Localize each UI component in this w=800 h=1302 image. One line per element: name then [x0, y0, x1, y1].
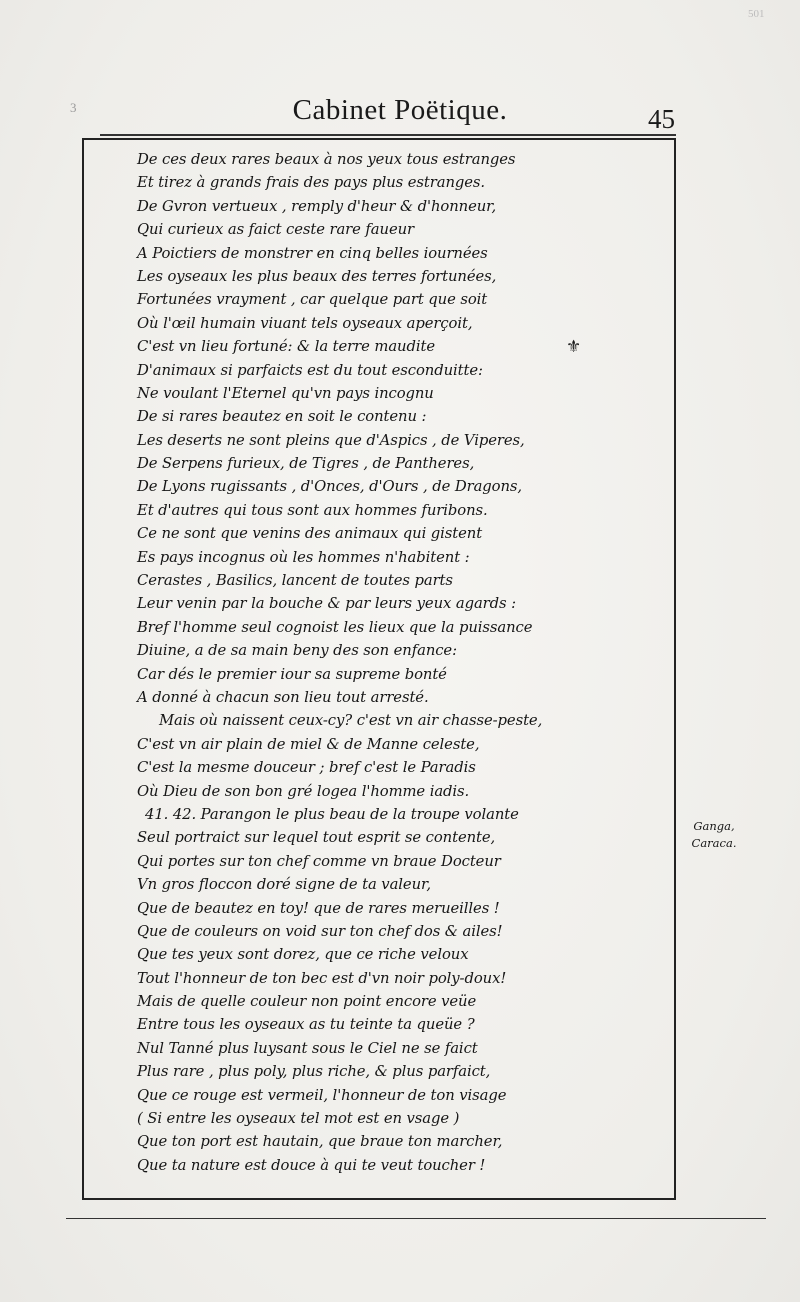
- verse-line: Que de beautez en toy! que de rares merueilles !: [137, 899, 500, 917]
- verse-line: De si rares beautez en soit le contenu :: [137, 408, 427, 426]
- verse-line: Que ta nature est douce à qui te veut toucher !: [137, 1156, 486, 1174]
- verse-line: Entre tous les oyseaux as tu teinte ta queüe ?: [137, 1016, 475, 1034]
- verse-line: Que tes yeux sont dorez, que ce riche veloux: [137, 946, 469, 964]
- verse-line: Les deserts ne sont pleins que d'Aspics , de Viperes,: [137, 431, 525, 449]
- verse-line: De ces deux rares beaux à nos yeux tous estranges: [137, 151, 516, 168]
- verse-line: A Poictiers de monstrer en cinq belles iournées: [137, 244, 488, 262]
- verse-line: De Gvron vertueux , remply d'heur & d'honneur,: [137, 197, 497, 215]
- verse-line: C'est vn lieu fortuné: & la terre maudite: [137, 338, 435, 356]
- verse-line: Nul Tanné plus luysant sous le Ciel ne se faict: [137, 1039, 478, 1057]
- margin-note-line: Ganga,: [693, 819, 735, 833]
- verse-line: Ne voulant l'Eternel qu'vn pays incognu: [137, 384, 434, 402]
- corner-folio-mark: 501: [748, 8, 765, 20]
- verse-line: Que de couleurs on void sur ton chef dos & ailes!: [137, 922, 503, 940]
- verse-line: Fortunées vrayment , car quelque part que soit: [137, 291, 488, 309]
- verse-line: Es pays incognus où les hommes n'habitent :: [137, 548, 470, 566]
- verse-line: 41. 42. Parangon le plus beau de la troupe volante: [145, 805, 519, 823]
- verse-line: Vn gros floccon doré signe de ta valeur,: [137, 876, 431, 894]
- footer-rule: [66, 1218, 766, 1219]
- verse-line: Où l'œil humain viuant tels oyseaux aperçoit,: [137, 314, 473, 332]
- verse-line: Bref l'homme seul cognoist les lieux que la puissance: [137, 618, 533, 636]
- verse-line: C'est la mesme douceur ; bref c'est le Paradis: [137, 759, 476, 777]
- verse-line: Diuine, a de sa main beny des son enfance:: [137, 642, 457, 660]
- verse-line: D'animaux si parfaicts est du tout esconduitte:: [137, 361, 483, 379]
- verse-line: A donné à chacun son lieu tout arresté.: [137, 688, 429, 706]
- verse-line: ( Si entre les oyseaux tel mot est en vsage ): [137, 1110, 460, 1128]
- verse-line: De Lyons rugissants , d'Onces, d'Ours , de Dragons,: [137, 478, 523, 496]
- verse-line: Leur venin par la bouche & par leurs yeux agards :: [137, 595, 516, 613]
- verse-line: De Serpens furieux, de Tigres , de Pantheres,: [137, 455, 475, 473]
- verse-line: Que ce rouge est vermeil, l'honneur de ton visage: [137, 1086, 507, 1104]
- verse-line: Car dés le premier iour sa supreme bonté: [137, 665, 447, 683]
- verse-line: Les oyseaux les plus beaux des terres fortunées,: [137, 267, 497, 285]
- margin-note-line: Caraca.: [691, 836, 737, 850]
- verse-line: Seul portraict sur lequel tout esprit se contente,: [137, 829, 496, 847]
- verse-line: Mais de quelle couleur non point encore veüe: [137, 993, 477, 1011]
- verse-line: Mais où naissent ceux-cy? c'est vn air chasse-peste,: [159, 712, 543, 730]
- verse-line: Et tirez à grands frais des pays plus estranges.: [137, 174, 486, 192]
- margin-note: [684, 818, 744, 852]
- running-head: [0, 94, 800, 127]
- verse-line: Et d'autres qui tous sont aux hommes furibons.: [137, 501, 488, 519]
- verse-line: Plus rare , plus poly, plus riche, & plus parfaict,: [137, 1063, 491, 1081]
- verse-line: Où Dieu de son bon gré logea l'homme iadis.: [137, 782, 470, 800]
- verse-line: Qui curieux as faict ceste rare faueur: [137, 221, 415, 239]
- page-number: 45: [648, 104, 675, 134]
- left-margin-mark: 3: [70, 100, 77, 115]
- verse-line: Que ton port est hautain, que braue ton marcher,: [137, 1133, 503, 1151]
- verse-line: Cerastes , Basilics, lancent de toutes parts: [137, 572, 453, 590]
- running-head-title: Cabinet Poëtique.: [292, 94, 508, 126]
- verse-line: Tout l'honneur de ton bec est d'vn noir poly-doux!: [137, 969, 507, 987]
- verse-text: [137, 148, 667, 1177]
- verse-line: Ce ne sont que venins des animaux qui gistent: [137, 525, 483, 543]
- header-rule: [100, 134, 676, 136]
- verse-line: C'est vn air plain de miel & de Manne celeste,: [137, 735, 480, 753]
- fleuron-ornament-icon: ⚜: [566, 337, 582, 357]
- verse-line: Qui portes sur ton chef comme vn braue Docteur: [137, 852, 501, 870]
